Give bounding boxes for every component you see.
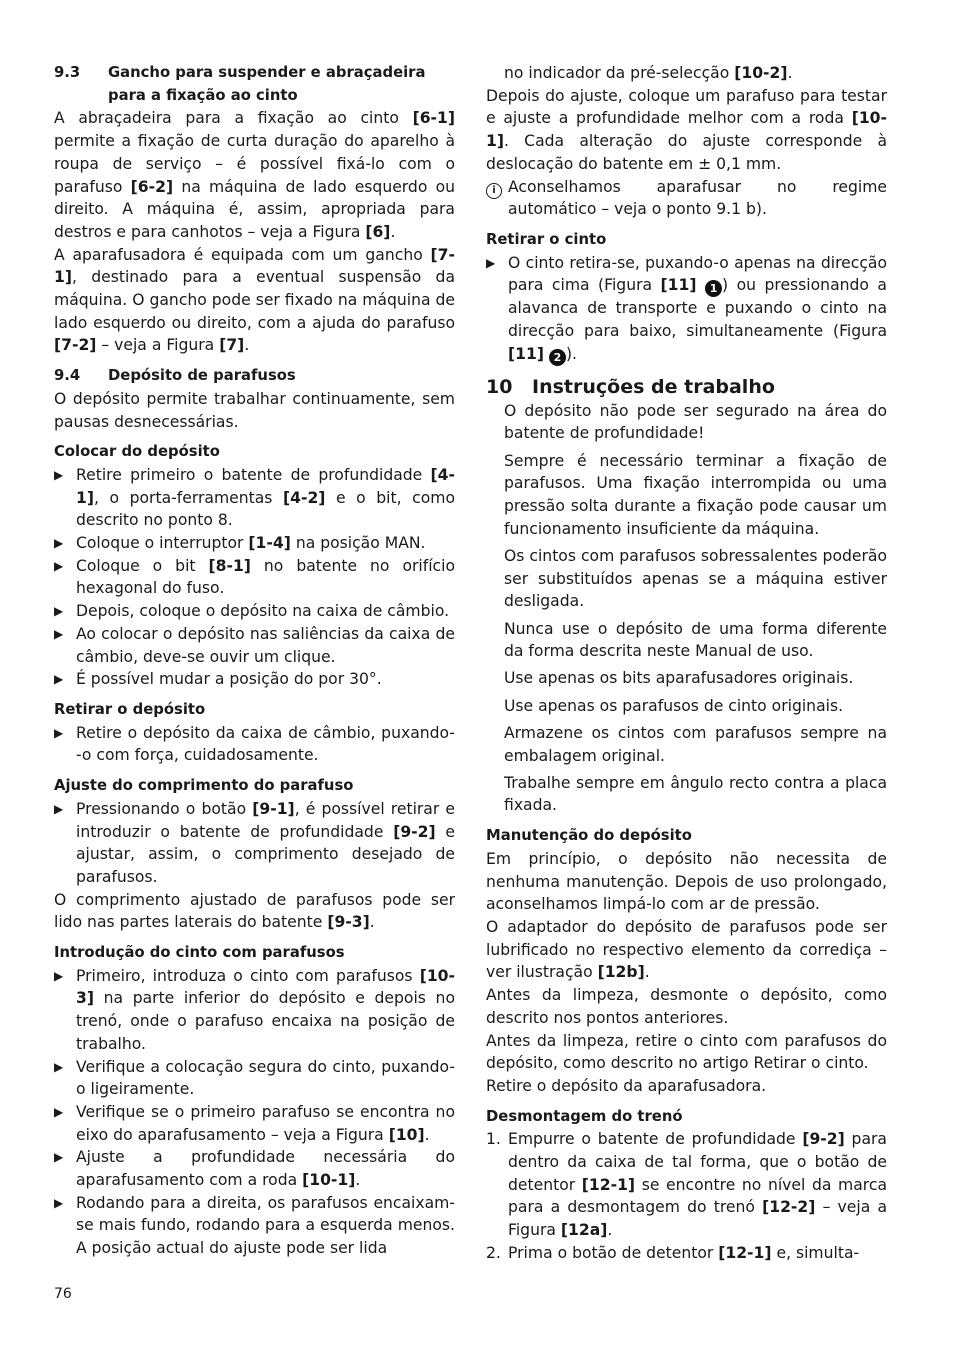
list-item: ▶ É possível mudar a posição do por 30°. [54,668,455,691]
list-item: ▶ Retire o depósito da caixa de câmbio, puxando--o com força, cuidadosamente. [54,722,455,767]
subheading-manutencao: Manutenção do depósito [486,827,692,845]
triangle-bullet-icon: ▶ [54,558,64,573]
warning-item: Sempre é necessário terminar a fixação de parafusos. Uma fixação interrompida ou uma pressão solta durante a fixação pode causar um funcionamento insuficiente da máquina. [504,451,887,538]
subheading-retirar-cinto: Retirar o cinto [486,230,607,248]
info-note: i Aconselhamos aparafusar no regime automático – veja o ponto 9.1 b). [486,176,887,221]
warning-item: Use apenas os parafusos de cinto originais. [504,696,844,715]
numbered-item: 2. Prima o botão de detentor [12-1] e, simulta- [486,1243,860,1262]
warning-item: Trabalhe sempre em ângulo recto contra a placa fixada. [504,773,887,815]
triangle-bullet-icon: ▶ [54,467,64,482]
left-column [54,62,455,1260]
triangle-bullet-icon: ▶ [54,1059,64,1074]
section-heading-9-4: 9.4 Depósito de parafusos [54,367,296,385]
triangle-bullet-icon: ▶ [54,536,64,551]
page-number: 76 [54,1286,72,1302]
paragraph: Antes da limpeza, retire o cinto com parafusos do depósito, como descrito no artigo Retirar o cinto. [486,1031,887,1073]
section-heading-9-3: 9.3 Gancho para suspender e abraçadeira para a fixação ao cinto [54,64,426,104]
list-item: ▶ Retire primeiro o batente de profundidade [4-1], o porta-ferramentas [4-2] e o bit, como descrito no ponto 8. [54,464,455,532]
number-1-icon: 1 [705,280,722,297]
warning-item: Os cintos com parafusos sobressalentes poderão ser substituídos apenas se a máquina estiver desligada. [504,546,887,611]
right-column [486,62,887,1265]
paragraph: Antes da limpeza, desmonte o depósito, como descrito nos pontos anteriores. [486,986,887,1027]
triangle-bullet-icon: ▶ [54,672,64,687]
warnings-list [486,400,887,817]
paragraph: O adaptador do depósito de parafusos pode ser lubrificado no respectivo elemento da corrediça – ver ilustração [12b]. [486,918,887,982]
warning-item: Nunca use o depósito de uma forma diferente da forma descrita neste Manual de uso. [504,619,887,661]
paragraph-continued: no indicador da pré-selecção [10-2]. [504,64,793,82]
paragraph: O comprimento ajustado de parafusos pode ser lido nas partes laterais do batente [9-3]. [54,890,455,932]
list-item: ▶ Verifique se o primeiro parafuso se encontra no eixo do aparafusamento – veja a Figura [10]. [54,1101,455,1146]
triangle-bullet-icon: ▶ [486,255,496,270]
paragraph: Retire o depósito da aparafusadora. [486,1076,767,1095]
paragraph: Em princípio, o depósito não necessita de nenhuma manutenção. Depois de uso prolongado, aconselhamos limpá-lo com ar de pressão. [486,849,887,914]
list-item: ▶ Ao colocar o depósito nas saliências da caixa de câmbio, deve-se ouvir um clique. [54,623,455,668]
triangle-bullet-icon: ▶ [54,801,64,816]
list-item: ▶ Pressionando o botão [9-1], é possível retirar e introduzir o batente de profundidade [9-2] e ajustar, assim, o comprimento desejado de parafusos. [54,798,455,889]
triangle-bullet-icon: ▶ [54,725,64,740]
section-heading-10: 10 Instruções de trabalho [486,375,775,398]
subheading-colocar: Colocar do depósito [54,443,220,461]
subheading-retirar-deposito: Retirar o depósito [54,700,206,718]
subheading-introducao: Introdução do cinto com parafusos [54,944,345,962]
list-item: ▶ Coloque o bit [8-1] no batente no orifício hexagonal do fuso. [54,555,455,600]
subheading-desmontagem: Desmontagem do trenó [486,1107,683,1125]
triangle-bullet-icon: ▶ [54,1195,64,1210]
triangle-bullet-icon: ▶ [54,968,64,983]
list-item: ▶ Coloque o interruptor [1-4] na posição MAN. [54,532,455,555]
number-2-icon: 2 [549,349,566,366]
triangle-bullet-icon: ▶ [54,1104,64,1119]
list-item: ▶ Verifique a colocação segura do cinto, puxando-o ligeiramente. [54,1056,455,1101]
info-icon: i [486,176,508,221]
numbered-item: 1. Empurre o batente de profundidade [9-2] para dentro da caixa de tal forma, que o botão de detentor [12-1] se encontre no nível da marca para a desmontagem do trenó [12-2] – veja a Figura [12a]. [486,1130,887,1240]
paragraph: A abraçadeira para a fixação ao cinto [6-1] permite a fixação de curta duração do aparelho à roupa de serviço – é possível fixá-lo com o parafuso [6-2] na máquina de lado esquerdo ou direito. A máquina é, assim, apropriada para destros e para canhotos – veja a Figura [6]. [54,109,455,241]
triangle-bullet-icon: ▶ [54,604,64,619]
paragraph: O depósito permite trabalhar continuamente, sem pausas desnecessárias. [54,389,455,431]
triangle-bullet-icon: ▶ [54,1150,64,1165]
list-item: ▶ O cinto retira-se, puxando-o apenas na direcção para cima (Figura [11] 1 ) ou pressionando a alavanca de transporte e puxando o cinto na direcção para baixo, simultaneamente (Figura [11] 2 ). [486,253,887,364]
paragraph: A aparafusadora é equipada com um gancho [7-1], destinado para a eventual suspensão da máquina. O gancho pode ser fixado na máquina de lado esquerdo ou direito, com a ajuda do parafuso [7-2] – veja a Figura [7]. [54,245,455,355]
paragraph: Depois do ajuste, coloque um parafuso para testar e ajuste a profundidade melhor com a roda [10-1]. Cada alteração do ajuste corresponde à deslocação do batente em ± 0,1 mm. [486,86,887,173]
list-item: ▶ Depois, coloque o depósito na caixa de câmbio. [54,600,455,623]
warning-item: Use apenas os bits aparafusadores originais. [504,669,854,688]
subheading-ajuste: Ajuste do comprimento do parafuso [54,777,354,795]
triangle-bullet-icon: ▶ [54,626,64,641]
list-item: ▶ Rodando para a direita, os parafusos encaixam-se mais fundo, rodando para a esquerda menos. A posição actual do ajuste pode ser lida [54,1192,455,1260]
list-item: ▶ Primeiro, introduza o cinto com parafusos [10-3] na parte inferior do depósito e depois no trenó, onde o parafuso encaixa na posição de trabalho. [54,965,455,1056]
warning-item: O depósito não pode ser segurado na área do batente de profundidade! [504,401,887,443]
list-item: ▶ Ajuste a profundidade necessária do aparafusamento com a roda [10-1]. [54,1146,455,1191]
warning-item: Armazene os cintos com parafusos sempre na embalagem original. [504,723,887,765]
